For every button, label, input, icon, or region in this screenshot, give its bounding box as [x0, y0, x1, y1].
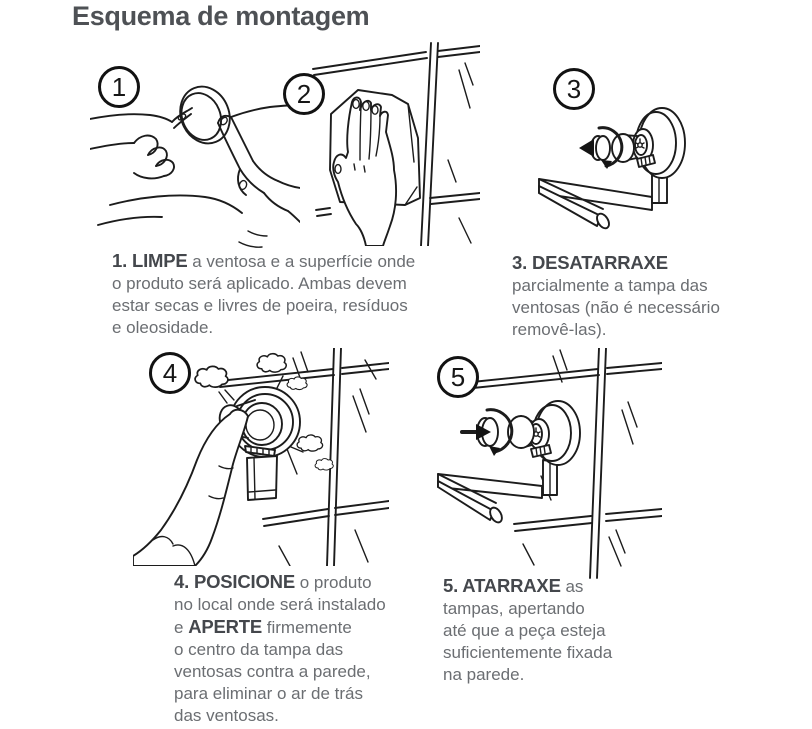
suction-cup-disc	[172, 85, 238, 151]
holder-arm	[539, 167, 667, 230]
step-3-badge	[553, 68, 595, 110]
step-5-caption: 5. ATARRAXE as tampas, apertando até que a peça esteja suficientemente fixada na parede.	[443, 575, 613, 684]
pull-direction-arrow-icon	[579, 139, 594, 157]
step-2-number: 2	[296, 78, 312, 109]
forearm	[98, 195, 267, 247]
step-5-number: 5	[450, 361, 466, 392]
step-4-badge	[149, 352, 191, 394]
step-5-badge	[437, 356, 479, 398]
suction-plate	[633, 108, 685, 178]
page-title: Esquema de montagem	[72, 1, 370, 31]
step-3-caption: 3. DESATARRAXE parcialmente a tampa das ventosas (não é necessário removê-las).	[512, 252, 720, 339]
suction-plate	[529, 401, 580, 465]
step-3-number: 3	[566, 73, 582, 104]
left-hand	[90, 108, 192, 178]
step-1-caption: 1. LIMPE a ventosa e a superfície onde o produto será aplicado. Ambas devem estar secas e livres de poeira, resíduos e oleosidade.	[112, 250, 416, 337]
illustration-step-2	[268, 40, 480, 246]
pressing-finger	[133, 410, 248, 566]
screw-rotation-arrow-icon	[462, 410, 512, 456]
step-2-badge	[283, 73, 325, 115]
step-1-badge	[98, 66, 140, 108]
illustration-step-3	[515, 103, 715, 251]
holder-arm	[438, 460, 557, 524]
step-4-number: 4	[162, 357, 178, 388]
step-1-number: 1	[111, 71, 127, 102]
step-4-caption: 4. POSICIONE o produto no local onde será instalado e APERTE firmemente o centro da tampa das ventosas contra a parede, para eliminar o ar de trás das ventosas.	[174, 571, 386, 725]
